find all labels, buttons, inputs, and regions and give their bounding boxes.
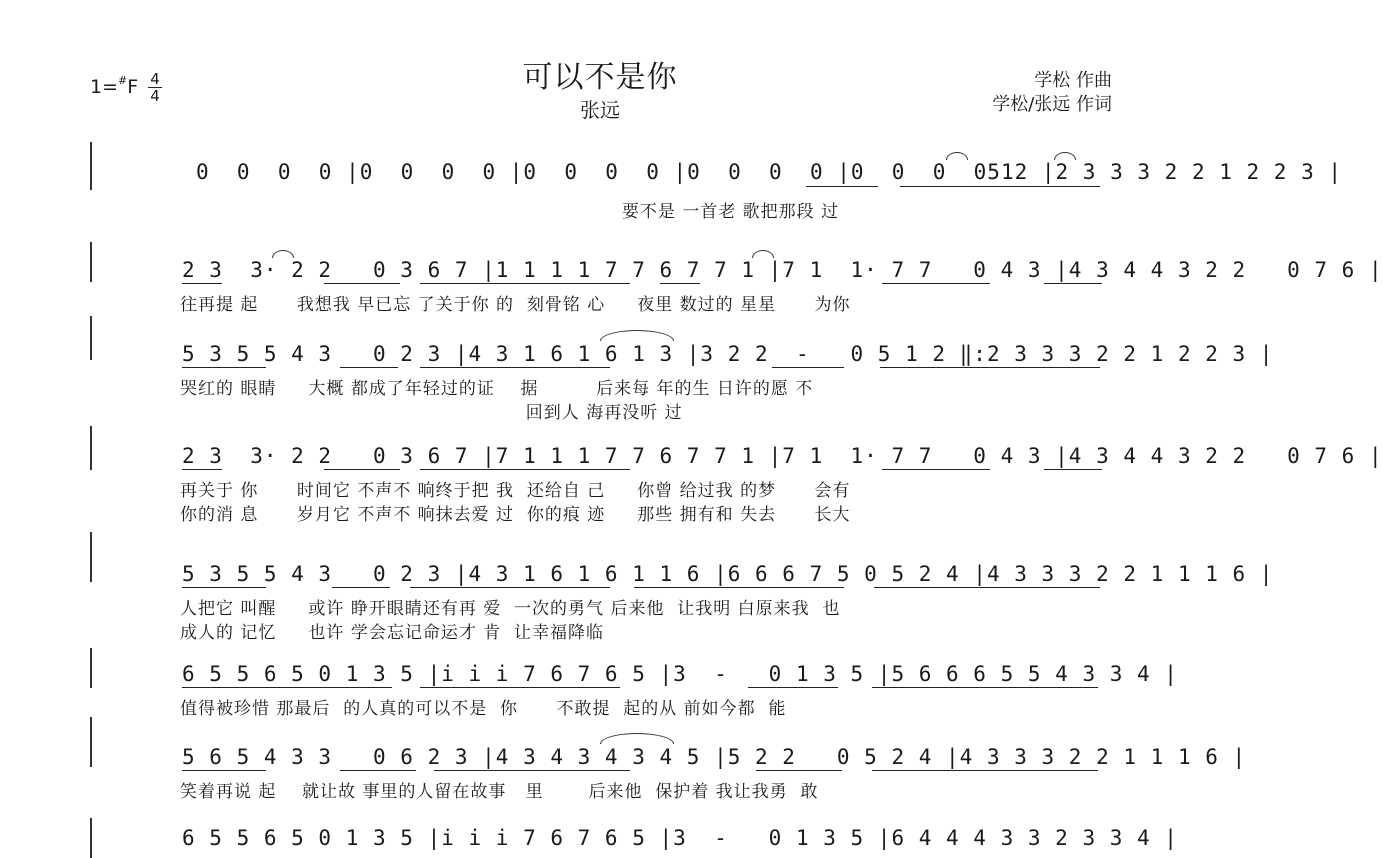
- beam-line: [660, 283, 700, 284]
- beam-line: [340, 367, 398, 368]
- tie-mark: [272, 250, 294, 258]
- lyric-line-1: 哭红的 眼睛 大概 都成了年轻过的证 据 后来每 年的生 日许的愿 不: [180, 379, 814, 399]
- slur-mark: [600, 330, 674, 341]
- beam-line: [874, 587, 1100, 588]
- beam-line: [182, 587, 266, 588]
- beam-line: [634, 587, 844, 588]
- beam-line: [880, 367, 1100, 368]
- beam-line: [748, 687, 838, 688]
- beam-line: [420, 283, 630, 284]
- notation-line: 5 3 5 5 4 3 0 2 3 |4 3 1 6 1 6 1 3 |3 2 2 - 0 5 1 2 ‖:2 3 3 3 2 2 1 2 2 3 |: [182, 342, 1274, 366]
- sharp-sign: #: [118, 74, 128, 87]
- system-bar: [90, 717, 92, 767]
- beam-line: [772, 367, 844, 368]
- notation-line: 6 5 5 6 5 0 1 3 5 |i i i 7 6 7 6 5 |3 - 0 1 3 5 |6 4 4 4 3 3 2 3 3 4 |: [182, 826, 1178, 850]
- system-bar: [90, 426, 92, 470]
- notation-line: 2 3 3· 2 2 0 3 6 7 |7 1 1 1 7 7 6 7 7 1 |7 1 1· 7 7 0 4 3 |4 3 4 4 3 2 2 0 7 6 |: [182, 444, 1383, 468]
- beam-line: [182, 283, 222, 284]
- system-bar: [90, 142, 92, 190]
- meter-bottom: 4: [150, 87, 160, 105]
- lyric-line-1: 往再提 起 我想我 早已忘 了关于你 的 刻骨铭 心 夜里 数过的 星星 为你: [180, 295, 851, 315]
- beam-line: [882, 469, 990, 470]
- meter-top: 4: [150, 70, 160, 88]
- beam-line: [420, 687, 620, 688]
- beam-line: [332, 587, 390, 588]
- composer-credit: 学松 作曲: [1034, 70, 1112, 91]
- key-note: F: [127, 76, 139, 98]
- beam-line: [182, 367, 266, 368]
- lyric-line-2: 你的消 息 岁月它 不声不 响抹去爱 过 你的痕 迹 那些 拥有和 失去 长大: [180, 505, 851, 525]
- system-bar: [90, 648, 92, 688]
- lyric-line-1: 值得被珍惜 那最后 的人真的可以不是 你 不敢提 起的从 前如今都 能: [180, 699, 787, 719]
- notation-line: 0 0 0 0 |0 0 0 0 |0 0 0 0 |0 0 0 0 |0 0 0 0512 |2 3 3 3 2 2 1 2 2 3 |: [196, 160, 1343, 184]
- system-bar: [90, 532, 92, 582]
- beam-line: [872, 687, 1098, 688]
- notation-line: 5 6 5 4 3 3 0 6 2 3 |4 3 4 3 4 3 4 5 |5 2 2 0 5 2 4 |4 3 3 3 2 2 1 1 1 6 |: [182, 745, 1247, 769]
- beam-line: [182, 687, 392, 688]
- tie-mark: [752, 250, 774, 258]
- lyric-line-1: 人把它 叫醒 或许 睁开眼睛还有再 爱 一次的勇气 后来他 让我明 白原来我 也: [180, 599, 841, 619]
- system-bar: [90, 316, 92, 360]
- beam-line: [324, 469, 400, 470]
- beam-line: [756, 770, 842, 771]
- beam-line: [872, 770, 1098, 771]
- key-prefix: 1=: [90, 76, 119, 98]
- notation-line: 5 3 5 5 4 3 0 2 3 |4 3 1 6 1 6 1 1 6 |6 6 6 7 5 0 5 2 4 |4 3 3 3 2 2 1 1 1 6 |: [182, 562, 1274, 586]
- beam-line: [900, 186, 1100, 187]
- notation-line: 2 3 3· 2 2 0 3 6 7 |1 1 1 1 7 7 6 7 7 1 |7 1 1· 7 7 0 4 3 |4 3 4 4 3 2 2 0 7 6 |: [182, 258, 1383, 282]
- system-bar: [90, 818, 92, 858]
- beam-line: [420, 469, 630, 470]
- beam-line: [806, 186, 878, 187]
- beam-line: [182, 770, 266, 771]
- system-bar: [90, 242, 92, 282]
- beam-line: [410, 587, 610, 588]
- lyricist-credit: 学松/张远 作词: [992, 94, 1112, 115]
- beam-line: [882, 283, 990, 284]
- song-title: 可以不是你: [522, 60, 678, 95]
- notation-line: 6 5 5 6 5 0 1 3 5 |i i i 7 6 7 6 5 |3 - 0 1 3 5 |5 6 6 6 5 5 4 3 3 4 |: [182, 662, 1178, 686]
- beam-line: [1044, 469, 1102, 470]
- tie-mark: [1054, 152, 1076, 160]
- singer-name: 张远: [580, 98, 620, 122]
- lyric-line-2: 成人的 记忆 也许 学会忘记命运才 肯 让幸福降临: [180, 623, 605, 643]
- beam-line: [324, 283, 400, 284]
- time-signature: [148, 72, 162, 103]
- beam-line: [1044, 283, 1102, 284]
- tie-mark: [946, 152, 968, 160]
- lyric-line-1: 再关于 你 时间它 不声不 响终于把 我 还给自 己 你曾 给过我 的梦 会有: [180, 481, 851, 501]
- beam-line: [434, 770, 630, 771]
- beam-line: [340, 770, 416, 771]
- lyric-line-1: 笑着再说 起 就让故 事里的人留在故事 里 后来他 保护着 我让我勇 敢: [180, 782, 819, 802]
- slur-mark: [600, 733, 674, 744]
- key-signature: [90, 76, 138, 98]
- beam-line: [182, 469, 222, 470]
- lyric-line-1: 要不是 一首老 歌把那段 过: [180, 202, 840, 222]
- lyric-line-2: 回到人 海再没听 过: [180, 403, 683, 423]
- beam-line: [420, 367, 610, 368]
